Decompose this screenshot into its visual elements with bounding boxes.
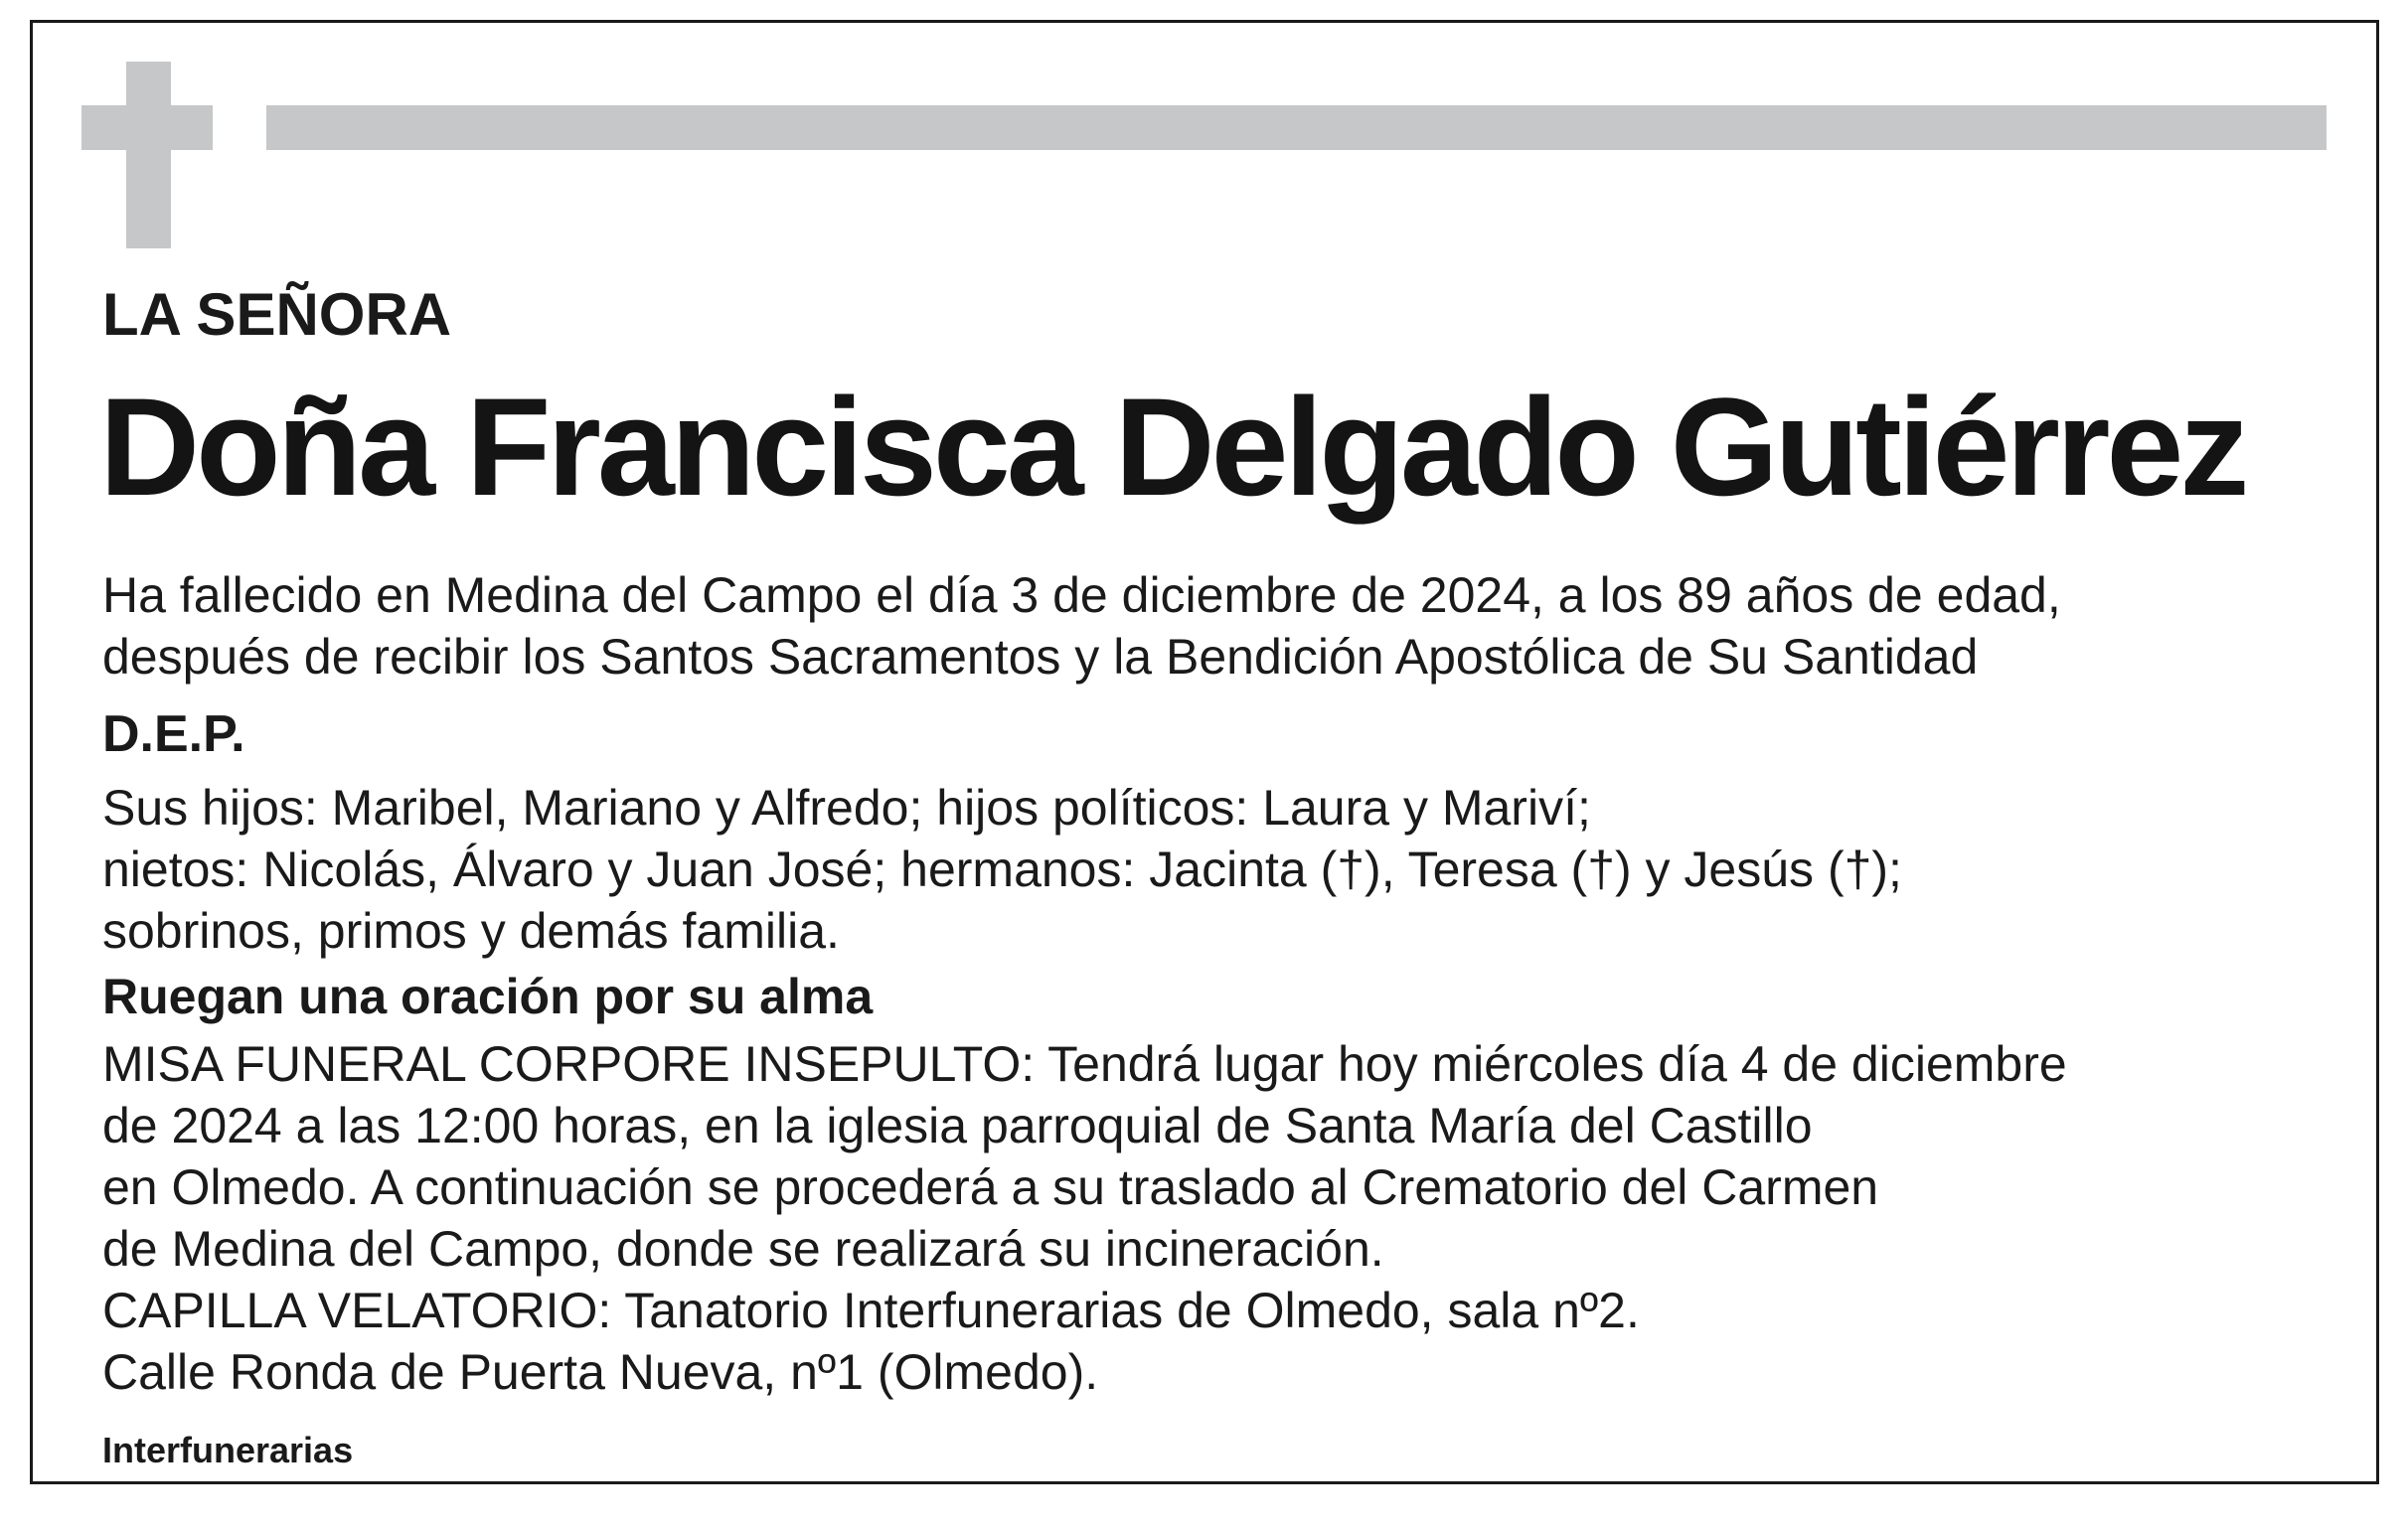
- service-line: Calle Ronda de Puerta Nueva, nº1 (Olmedo).: [102, 1344, 1099, 1400]
- service-details: [102, 1033, 2067, 1403]
- funeral-home-signature: Interfunerarias: [102, 1430, 354, 1470]
- header-bar: [266, 105, 2327, 150]
- family-line: sobrinos, primos y demás familia.: [102, 903, 840, 959]
- family-line: Sus hijos: Maribel, Mariano y Alfredo; hijos políticos: Laura y Mariví;: [102, 780, 1591, 836]
- service-line: de 2024 a las 12:00 horas, en la iglesia parroquial de Santa María del Castillo: [102, 1098, 1813, 1153]
- rip-text: D.E.P.: [102, 705, 245, 763]
- announcement-line: después de recibir los Santos Sacramentos y la Bendición Apostólica de Su Santidad: [102, 629, 1979, 685]
- announcement-line: Ha fallecido en Medina del Campo el día 3 de diciembre de 2024, a los 89 años de edad,: [102, 567, 2061, 623]
- prayer-request: Ruegan una oración por su alma: [102, 969, 874, 1024]
- title-prefix: LA SEÑORA: [102, 281, 452, 348]
- cross-horizontal-bar: [81, 105, 213, 150]
- service-line: MISA FUNERAL CORPORE INSEPULTO: Tendrá lugar hoy miércoles día 4 de diciembre: [102, 1036, 2067, 1092]
- cross-vertical-bar: [126, 62, 171, 248]
- service-line: en Olmedo. A continuación se procederá a su traslado al Crematorio del Carmen: [102, 1159, 1879, 1215]
- family-list: [102, 777, 1902, 962]
- service-line: CAPILLA VELATORIO: Tanatorio Interfunerarias de Olmedo, sala nº2.: [102, 1283, 1640, 1338]
- announcement: [102, 564, 2061, 688]
- deceased-name: Doña Francisca Delgado Gutiérrez: [99, 369, 2246, 525]
- family-line: nietos: Nicolás, Álvaro y Juan José; hermanos: Jacinta (†), Teresa (†) y Jesús (†);: [102, 842, 1902, 897]
- service-line: de Medina del Campo, donde se realizará su incineración.: [102, 1221, 1384, 1277]
